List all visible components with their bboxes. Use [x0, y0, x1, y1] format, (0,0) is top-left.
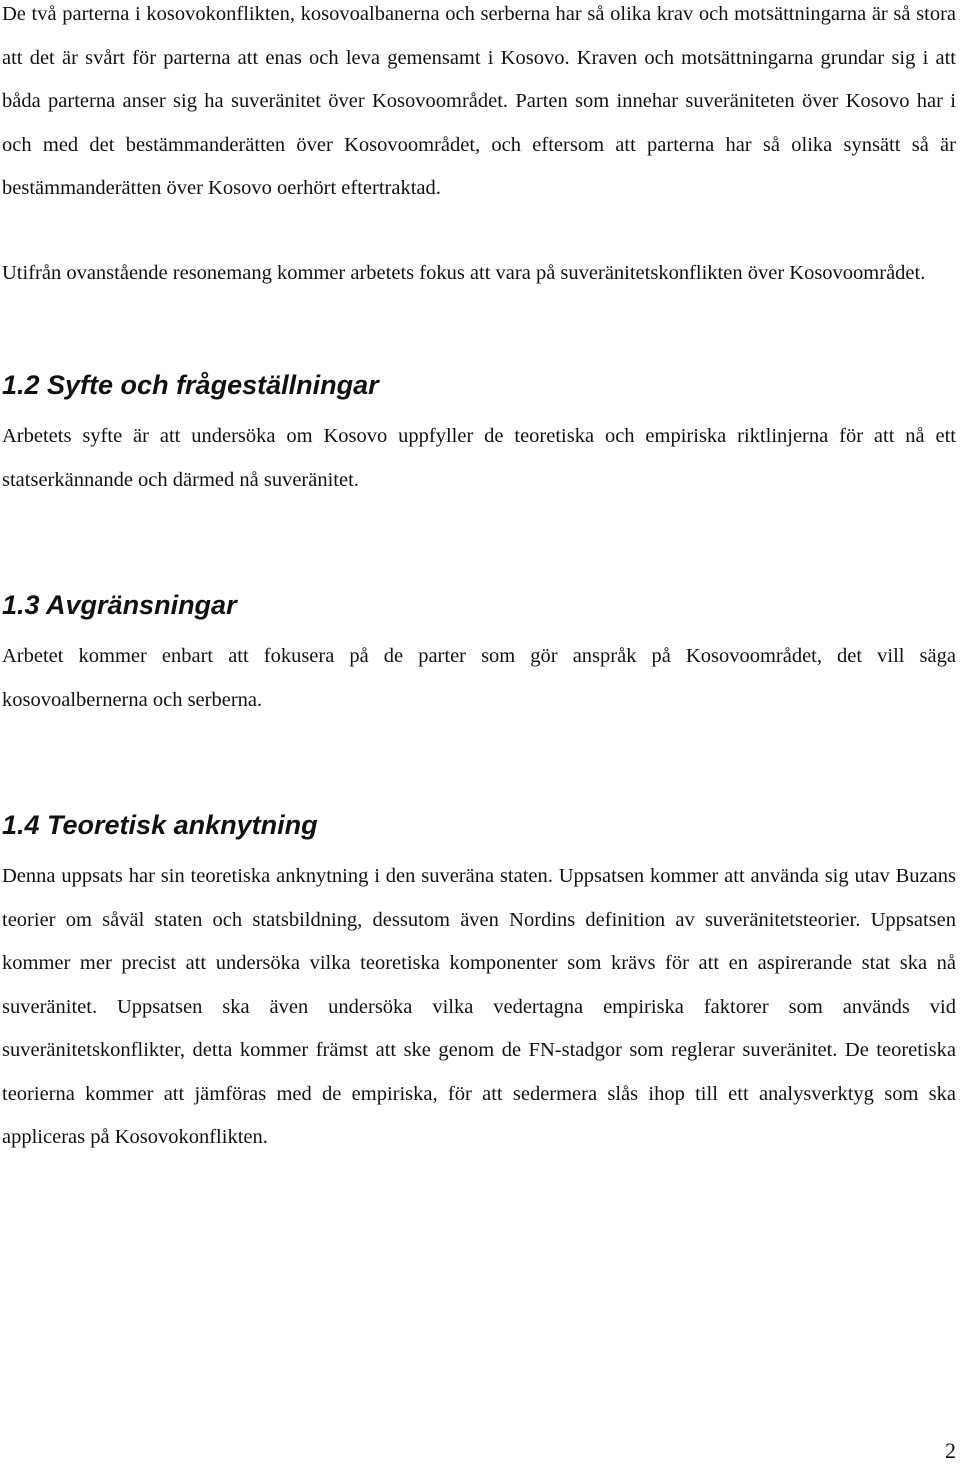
section-text-teoretisk-anknytning: Denna uppsats har sin teoretiska anknytning i den suveräna staten. Uppsatsen kommer att använda sig utav Buzans teorier om såväl staten och statsbildning, dessutom även Nordins definition av suveränitetsteorier. Uppsatsen kommer mer precist att undersöka vilka teoretiska komponenter som krävs för att en aspirerande stat ska nå suveränitet. Uppsatsen ska även undersöka vilka vedertagna empiriska faktorer som används vid suveränitetskonflikter, detta kommer främst att ske genom de FN-stadgor som reglerar suveränitet. De teoretiska teorierna kommer att jämföras med de empiriska, för att sedermera slås ihop till ett analysverktyg som ska appliceras på Kosovokonflikten. — [2, 865, 956, 1148]
section-heading-syfte: 1.2 Syfte och frågeställningar — [2, 370, 379, 400]
section-text-syfte: Arbetets syfte är att undersöka om Kosovo uppfyller de teoretiska och empiriska riktlinjerna för att nå ett statserkännande och därmed nå suveränitet. — [2, 425, 956, 491]
focus-paragraph: Utifrån ovanstående resonemang kommer arbetets fokus att vara på suveränitetskonflikten över Kosovoområdet. — [2, 261, 926, 284]
document-page — [2, 0, 956, 1160]
page-number: 2 — [945, 1438, 956, 1463]
section-text-avgransningar: Arbetet kommer enbart att fokusera på de parter som gör anspråk på Kosovoområdet, det vill säga kosovoalbernerna och serberna. — [2, 645, 956, 711]
intro-paragraph: De två parterna i kosovokonflikten, kosovoalbanerna och serberna har så olika krav och motsättningarna är så stora att det är svårt för parterna att enas och leva gemensamt i Kosovo. Kraven och motsättningarna grundar sig i att båda parterna anser sig ha suveränitet över Kosovoområdet. Parten som innehar suveräniteten över Kosovo har i och med det bestämmanderätten över Kosovoområdet, och eftersom att parterna har så olika synsätt så är bestämmanderätten över Kosovo oerhört eftertraktad. — [2, 3, 956, 199]
section-heading-teoretisk-anknytning: 1.4 Teoretisk anknytning — [2, 810, 318, 840]
section-heading-avgransningar: 1.3 Avgränsningar — [2, 590, 237, 620]
